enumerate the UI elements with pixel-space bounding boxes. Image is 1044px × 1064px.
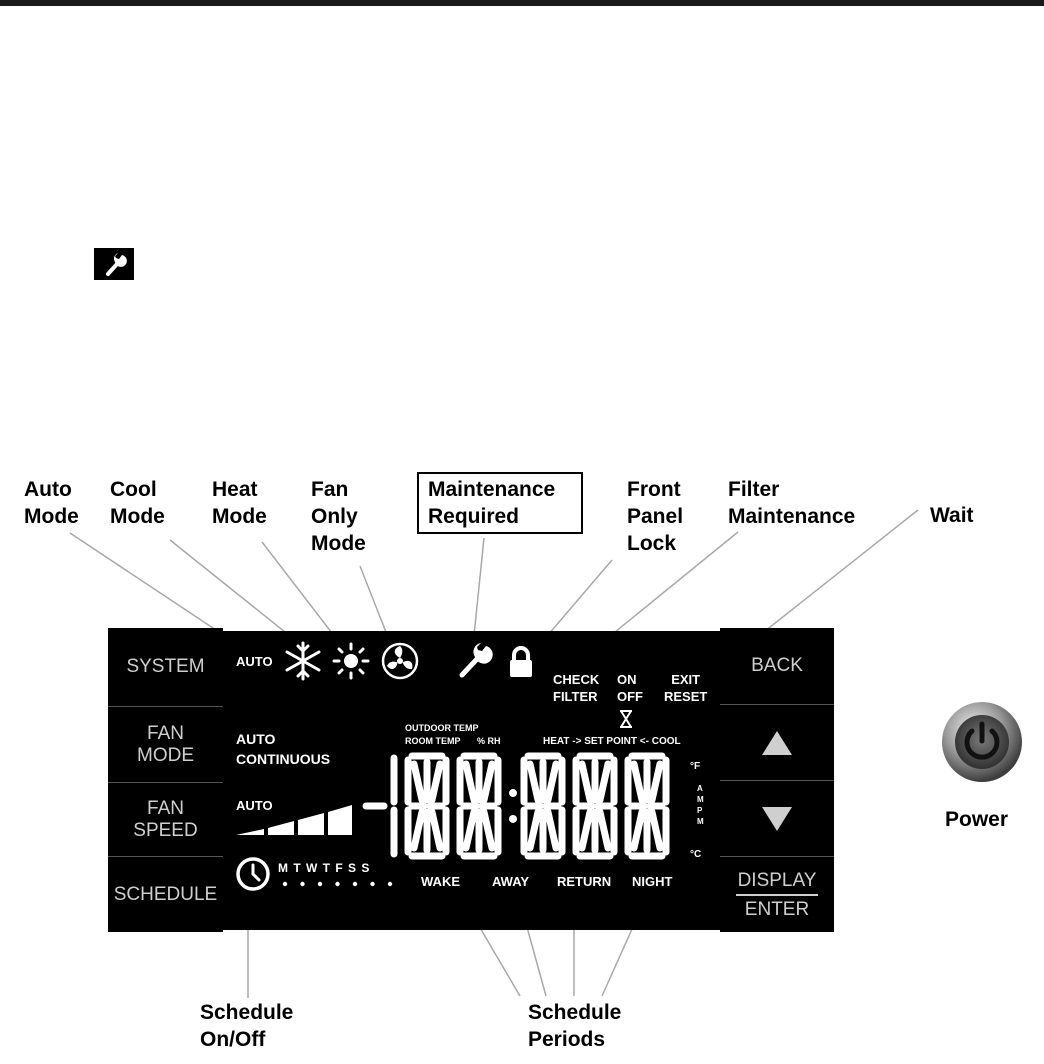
fan-mode-button[interactable]: FAN MODE [108,706,223,783]
up-arrow-icon [760,729,794,757]
lcd-period-night: NIGHT [632,874,673,889]
lcd-outdoor-temp: OUTDOOR TEMP [405,723,479,733]
label-schedule-periods: Schedule Periods [528,1001,622,1051]
lcd-segment [634,764,642,800]
snowflake-icon [282,640,324,682]
lcd-check-filter: CHECK FILTER [553,672,600,704]
lcd-room-temp: ROOM TEMP [405,736,461,746]
label-heat-mode: Heat Mode [212,478,267,528]
fan-icon [380,641,420,681]
fan-speed-bar-1 [236,829,264,835]
lcd-colon-dot [509,789,517,797]
lcd-segment [432,764,440,800]
fan-speed-bar-3 [298,813,324,835]
wrench-icon [455,640,495,680]
lcd-segment [530,764,538,800]
lcd-segment [582,764,590,800]
lcd-segment [600,764,608,800]
label-front-panel-lock: Front Panel Lock [627,478,684,555]
lcd-period-away: AWAY [492,874,530,889]
right-button-panel [720,628,834,932]
day-dot [300,882,304,886]
lcd-unit-f: °F [690,761,701,772]
system-button[interactable]: SYSTEM [126,656,205,677]
display-label: DISPLAY [736,870,819,896]
label-power: Power [945,808,1009,831]
up-button[interactable] [720,704,834,781]
fan-speed-bar-4 [328,805,352,835]
down-arrow-icon [760,805,794,833]
lcd-segment [652,812,660,848]
lcd-set-point: HEAT -> SET POINT <- COOL [543,736,681,747]
segment-digits [364,752,690,864]
label-wait: Wait [930,504,974,527]
lcd-segment [530,812,538,848]
clock-icon [234,855,272,893]
lcd-fan-speed-auto: AUTO [236,798,273,813]
fan-speed-bar-2 [268,821,294,835]
day-dot [283,882,287,886]
lcd-segment [432,812,440,848]
lcd-fan-mode-indicator: AUTO CONTINUOUS [236,731,331,767]
label-fan-only-mode: Fan Only Mode [311,478,366,555]
lcd-period-wake: WAKE [421,874,460,889]
schedule-button[interactable]: SCHEDULE [108,856,223,933]
lcd-segment [484,812,492,848]
day-dot [318,882,322,886]
lock-icon [506,645,536,679]
lcd-segment [600,812,608,848]
sun-icon [332,642,370,680]
back-button[interactable]: BACK [751,655,803,676]
label-maintenance-required: Maintenance Required [428,478,556,528]
label-filter-maintenance: Filter Maintenance [728,478,856,528]
day-dot [370,882,374,886]
lcd-segment [484,764,492,800]
label-schedule-onoff: Schedule On/Off [200,1001,294,1051]
lcd-segment [414,764,422,800]
lcd-segment [414,812,422,848]
lcd-exit-reset: EXIT RESET [664,672,708,704]
lcd-am-pm: A M P M [697,784,704,826]
lcd-period-return: RETURN [557,874,612,889]
day-dot [353,882,357,886]
lcd-segment [582,812,590,848]
down-button[interactable] [720,780,834,857]
day-dot [388,882,392,886]
lcd-rh: % RH [477,736,501,746]
lcd-days-of-week: M T W T F S S [278,861,371,875]
label-auto-mode: Auto Mode [24,478,79,528]
lcd-segment [548,764,556,800]
lcd-on-off: ON OFF [617,672,643,704]
lcd-segment [652,764,660,800]
lcd-unit-c: °C [690,849,702,860]
lcd-colon-dot [509,815,517,823]
label-cool-mode: Cool Mode [110,478,165,528]
lcd-segment [466,812,474,848]
day-dot [335,882,339,886]
lcd-auto-indicator: AUTO [236,654,273,669]
day-dots [280,880,400,888]
display-enter-button[interactable] [720,856,834,933]
lcd-segment [466,764,474,800]
left-button-panel [108,628,223,932]
hourglass-icon [619,710,633,728]
fan-speed-bars [234,803,354,837]
fan-speed-button[interactable]: FAN SPEED [108,782,223,857]
enter-label: ENTER [744,898,810,920]
power-button[interactable] [940,700,1024,784]
lcd-segment [548,812,556,848]
lcd-segment [634,812,642,848]
